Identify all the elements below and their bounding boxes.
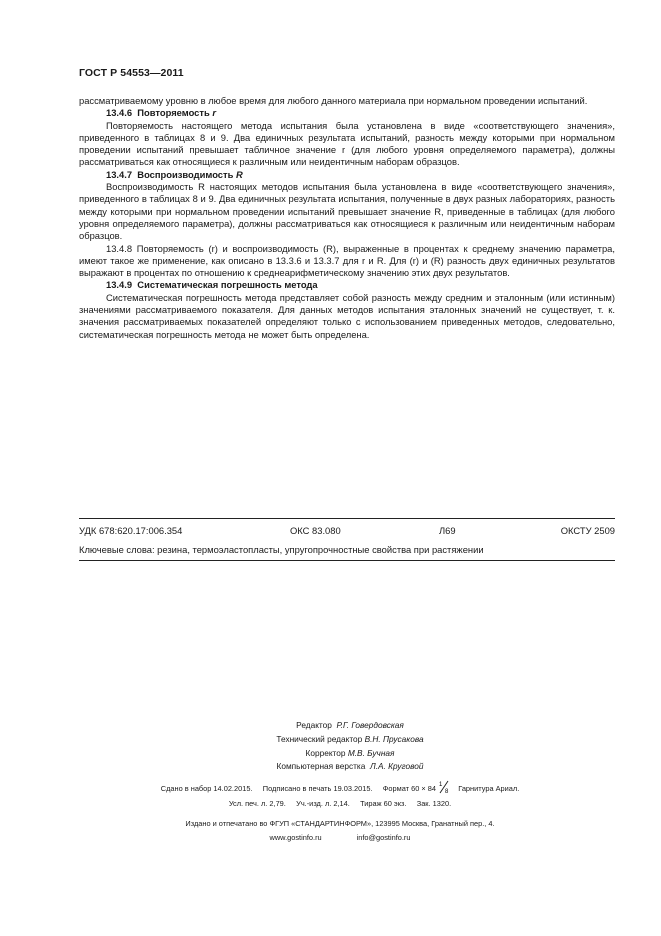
imprint-uch: Уч.-изд. л. 2,14. — [296, 798, 350, 808]
staff-tech-editor — [220, 733, 480, 747]
keywords: Ключевые слова: резина, термоэластопласты, упругопрочностные свойства при растяжении — [79, 544, 615, 561]
publisher-site[interactable]: www.gostinfo.ru — [269, 833, 322, 842]
paragraph-continuation: рассматриваемому уровню в любое время для любого данного материала при нормальном проведении испытаний. — [79, 95, 588, 106]
imprint-usl: Усл. печ. л. 2,79. — [228, 798, 286, 808]
staff-role: Компьютерная верстка — [276, 761, 366, 772]
imprint-signed: Подписано в печать 19.03.2015. — [262, 784, 373, 793]
section-heading-13-4-7 — [79, 169, 615, 181]
okstu-code: ОКСТУ 2509 — [560, 525, 615, 536]
staff-editor — [220, 719, 480, 733]
staff-proofreader — [220, 747, 480, 761]
imprint-row-2 — [60, 797, 620, 812]
format-fraction — [438, 782, 450, 792]
imprint-block — [60, 782, 620, 811]
publisher-contacts — [60, 831, 620, 845]
classification-block — [79, 518, 615, 539]
imprint-zak: Зак. 1320. — [416, 798, 452, 808]
section-symbol: r — [212, 107, 217, 119]
section-symbol: R — [235, 168, 243, 180]
imprint-font: Гарнитура Ариал. — [458, 784, 520, 793]
paragraph-bias: Систематическая погрешность метода представляет собой разность между средним и эталонным (или истинным) значениями рассматриваемого показателя. Для данных методов испытания эталонных значений не существует, т. к. значения рассматриваемых показателей определяют только с использованием приведенных методов, следовательно, систематическая погрешность метода не может быть определена. — [79, 291, 615, 340]
udk-code: УДК 678:620.17:006.354 — [79, 525, 183, 536]
paragraph-repeatability: Повторяемость настоящего метода испытания была установлена в виде «соответствующего значения», приведенного в таблицах 8 и 9. Два единичных результата испытаний, разность между которыми при нормальном проведении испытаний превышает табличное значение r (для любого уровня определяемого параметра), должны рассматриваться как относящиеся к различным или неидентичным наборам образцов. — [79, 119, 615, 168]
fraction-numerator: 1 — [439, 782, 443, 788]
imprint-tirazh: Тираж 60 экз. — [360, 798, 407, 808]
section-number: 13.4.9 — [106, 279, 133, 291]
staff-name: В.Н. Прусакова — [364, 733, 424, 744]
section-title: Воспроизводимость — [137, 168, 234, 180]
section-title: Систематическая погрешность метода — [137, 279, 318, 291]
publisher-address: Издано и отпечатано во ФГУП «СТАНДАРТИНФОРМ», 123995 Москва, Гранатный пер., 4. — [185, 819, 495, 828]
staff-layout — [220, 760, 480, 774]
l-code: Л69 — [439, 525, 456, 536]
staff-name: Л.А. Круговой — [369, 761, 424, 772]
staff-list — [220, 719, 480, 774]
imprint-sent: Сдано в набор 14.02.2015. — [160, 784, 253, 793]
publisher-email[interactable]: info@gostinfo.ru — [356, 833, 411, 842]
paragraph-13-4-8: 13.4.8 Повторяемость (r) и воспроизводимость (R), выраженные в процентах к среднему значению параметра, имеют такое же применение, как описано в 13.3.6 и 13.3.7 для r и R. Для (r) и (R) разность двух единичных результатов выражают в процентах по отношению к среднеарифметическому значению этих двух результатов. — [79, 242, 615, 279]
section-title: Повторяемость — [137, 107, 210, 119]
oks-code: ОКС 83.080 — [290, 525, 341, 536]
section-heading-13-4-9 — [79, 279, 615, 291]
staff-role: Редактор — [296, 720, 332, 730]
document-body — [79, 95, 615, 341]
section-number: 13.4.6 — [106, 107, 133, 119]
staff-name: М.В. Бучная — [347, 747, 395, 758]
paragraph-reproducibility: Воспроизводимость R настоящих методов испытания была установлена в виде «соответствующего значения», приведенного в таблицах 8 и 9. Два единичных результата испытания, полученные в двух разных лабораториях, разность между которыми при нормальном проведении испытаний превышает значение R, приведенные в таблицах (для любого уровня определяемого параметра), должны рассматриваться как относящиеся к различным или неидентичным наборам образцов. — [79, 181, 615, 242]
imprint-format: Формат 60 × 84 — [382, 784, 436, 793]
section-number: 13.4.7 — [106, 168, 133, 180]
staff-role: Корректор — [305, 747, 346, 758]
publisher-block — [60, 817, 620, 845]
fraction-denominator: 8 — [445, 789, 449, 794]
staff-name: Р.Г. Говердовская — [336, 720, 404, 730]
imprint-row-1 — [60, 782, 620, 797]
section-heading-13-4-6 — [79, 107, 615, 119]
standard-code: ГОСТ Р 54553—2011 — [79, 67, 184, 79]
staff-role: Технический редактор — [276, 733, 363, 744]
